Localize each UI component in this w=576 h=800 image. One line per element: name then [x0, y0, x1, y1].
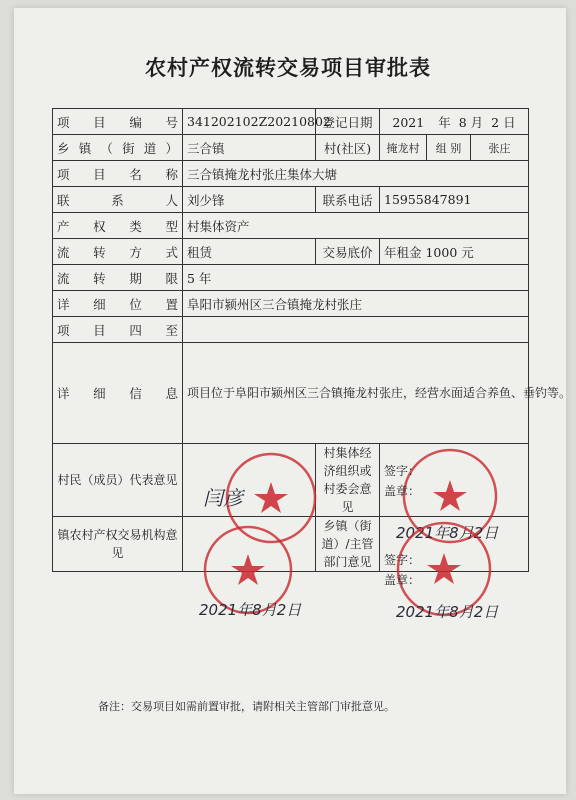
village-org-opinion-label: 村集体经济组织或村委会意见: [323, 446, 372, 514]
form-title: 农村产权流转交易项目审批表: [145, 55, 431, 80]
township-opinion-label: 乡镇（街道）/主管部门意见: [321, 519, 374, 569]
center-opinion-label: 镇农村产权交易机构意见: [57, 528, 178, 560]
center-opinion-label-cell: [53, 517, 183, 572]
row-opinions-village: [53, 444, 529, 517]
township-opinion-label-cell: [316, 517, 380, 572]
row-boundaries: [53, 317, 529, 343]
property-type-label: 产 权 类 型: [53, 213, 183, 239]
group-value: 张庄: [471, 135, 529, 161]
villager-signature: 闫彦: [203, 486, 243, 510]
township-label: 乡镇（街道）: [53, 135, 183, 161]
location-value: 阜阳市颍州区三合镇掩龙村张庄: [183, 291, 529, 317]
village-sign-label: 签字：: [384, 464, 421, 478]
project-name-value: 三合镇掩龙村张庄集体大塘: [183, 161, 529, 187]
row-details: [53, 343, 529, 444]
contact-label: 联 系 人: [53, 187, 183, 213]
transfer-method-label: 流 转 方 式: [53, 239, 183, 265]
transfer-period-label: 流 转 期 限: [53, 265, 183, 291]
group-label: 组 别: [427, 135, 471, 161]
footnote: 备注：交易项目如需前置审批，请附相关主管部门审批意见。: [98, 700, 395, 713]
center-signature-cell: [183, 517, 316, 619]
row-opinions-town: [53, 517, 529, 572]
project-no-label: 项 目 编 号: [53, 109, 183, 135]
row-transfer-period: [53, 265, 529, 291]
villager-opinion-label: 村民（成员）代表意见: [57, 473, 178, 487]
transfer-method-value: 租赁: [183, 239, 316, 265]
township-date: 2021年8月2日: [396, 603, 499, 621]
row-contact: [53, 187, 529, 213]
property-type-value: 村集体资产: [183, 213, 529, 239]
row-project-name: [53, 161, 529, 187]
registration-date-label: 登记日期: [316, 109, 380, 135]
day-char: 日: [503, 114, 516, 130]
center-date: 2021年8月2日: [199, 601, 302, 619]
phone-value: 15955847891: [380, 187, 529, 213]
transfer-period-value: 5 年: [183, 265, 529, 291]
boundaries-label: 项 目 四 至: [53, 317, 183, 343]
village-stamp-label: 盖章：: [384, 484, 421, 498]
details-value: 项目位于阜阳市颍州区三合镇掩龙村张庄，经营水面适合养鱼、垂钓等。: [183, 343, 529, 444]
village-org-opinion-label-cell: [316, 444, 380, 517]
date-day: 2: [491, 114, 500, 130]
project-name-label: 项 目 名 称: [53, 161, 183, 187]
details-label: 详 细 信 息: [53, 343, 183, 444]
registration-date-value: [380, 109, 529, 135]
row-transfer-method: [53, 239, 529, 265]
row-project-no: [53, 109, 529, 135]
row-location: [53, 291, 529, 317]
township-sign-label: 签字：: [384, 553, 421, 567]
village-date: 2021年8月2日: [396, 524, 499, 542]
township-value: 三合镇: [183, 135, 316, 161]
row-township: [53, 135, 529, 161]
reserve-price-value: 年租金 1000 元: [380, 239, 529, 265]
villager-signature-cell: [183, 444, 316, 517]
approval-form-table: [52, 108, 572, 621]
contact-value: 刘少锋: [183, 187, 316, 213]
boundaries-value: [183, 317, 529, 343]
month-char: 月: [470, 114, 484, 130]
date-year: 2021: [392, 114, 425, 130]
date-month: 8: [458, 114, 467, 130]
row-property-type: [53, 213, 529, 239]
location-label: 详 细 位 置: [53, 291, 183, 317]
phone-label: 联系电话: [316, 187, 380, 213]
villager-opinion-label-cell: [53, 444, 183, 517]
village-org-signature-cell: [380, 444, 529, 542]
village-value: 掩龙村: [380, 135, 427, 161]
year-char: 年: [438, 114, 451, 130]
township-signature-cell: [380, 517, 529, 621]
project-no-value: 341202102Z20210802: [183, 109, 316, 135]
reserve-price-label: 交易底价: [316, 239, 380, 265]
village-label: 村(社区): [316, 135, 380, 161]
township-stamp-label: 盖章：: [384, 573, 421, 587]
